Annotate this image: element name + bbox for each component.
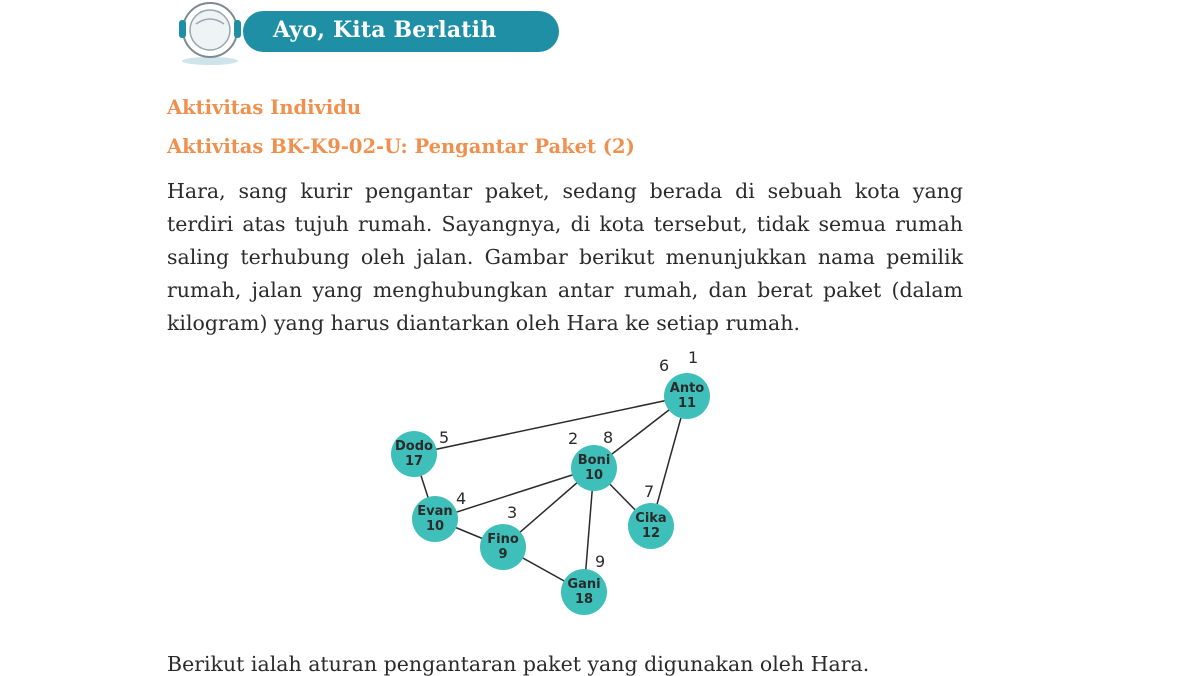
- edge-label: 1: [688, 348, 699, 367]
- node-gani: [561, 569, 607, 615]
- node-weight: 18: [574, 592, 594, 607]
- edge-dodo-anto: [414, 396, 687, 454]
- edge-label: 2: [568, 429, 579, 448]
- node-weight: 17: [404, 454, 424, 469]
- node-dodo: [391, 431, 437, 477]
- astronaut-helmet-icon: [168, 0, 252, 66]
- node-fino: [480, 524, 526, 570]
- activity-type-heading: Aktivitas Individu: [167, 96, 362, 119]
- graph-nodes: [391, 373, 710, 615]
- edge-label: 7: [644, 482, 655, 501]
- edge-label: 9: [595, 552, 606, 571]
- node-weight: 9: [498, 547, 508, 562]
- node-weight: 10: [584, 468, 604, 483]
- edge-label: 8: [603, 428, 614, 447]
- node-name: Fino: [487, 532, 519, 547]
- node-name: Boni: [577, 453, 611, 468]
- node-evan: [412, 496, 458, 542]
- node-weight: 11: [677, 396, 697, 411]
- node-weight: 12: [641, 526, 661, 541]
- node-name: Dodo: [395, 439, 433, 454]
- node-name: Anto: [669, 381, 705, 396]
- node-name: Evan: [417, 504, 453, 519]
- node-name: Gani: [567, 577, 601, 592]
- node-anto: [664, 373, 710, 419]
- problem-paragraph: Hara, sang kurir pengantar paket, sedang berada di sebuah kota yang terdiri atas tujuh rumah. Sayangnya, di kota tersebut, tidak semua rumah saling terhubung oleh jalan. Gambar berikut menunjukkan nama pemilik rumah, jalan yang menghubungkan antar rumah, dan berat paket (dalam kilogram) yang harus diantarkan oleh Hara ke setiap rumah.: [167, 179, 963, 335]
- node-boni: [571, 445, 617, 491]
- rules-intro-text: Berikut ialah aturan pengantaran paket yang digunakan oleh Hara.: [167, 652, 870, 676]
- node-name: Cika: [635, 511, 667, 526]
- node-cika: [628, 503, 674, 549]
- edge-label: 3: [507, 503, 518, 522]
- house-graph-diagram: [380, 340, 760, 630]
- activity-title-heading: Aktivitas BK-K9-02-U: Pengantar Paket (2): [167, 135, 635, 158]
- edge-label: 5: [439, 428, 450, 447]
- edge-label: 4: [456, 489, 467, 508]
- edge-label: 6: [659, 356, 670, 375]
- banner-title: Ayo, Kita Berlatih: [273, 17, 497, 43]
- section-banner: [243, 11, 559, 52]
- node-weight: 10: [425, 519, 445, 534]
